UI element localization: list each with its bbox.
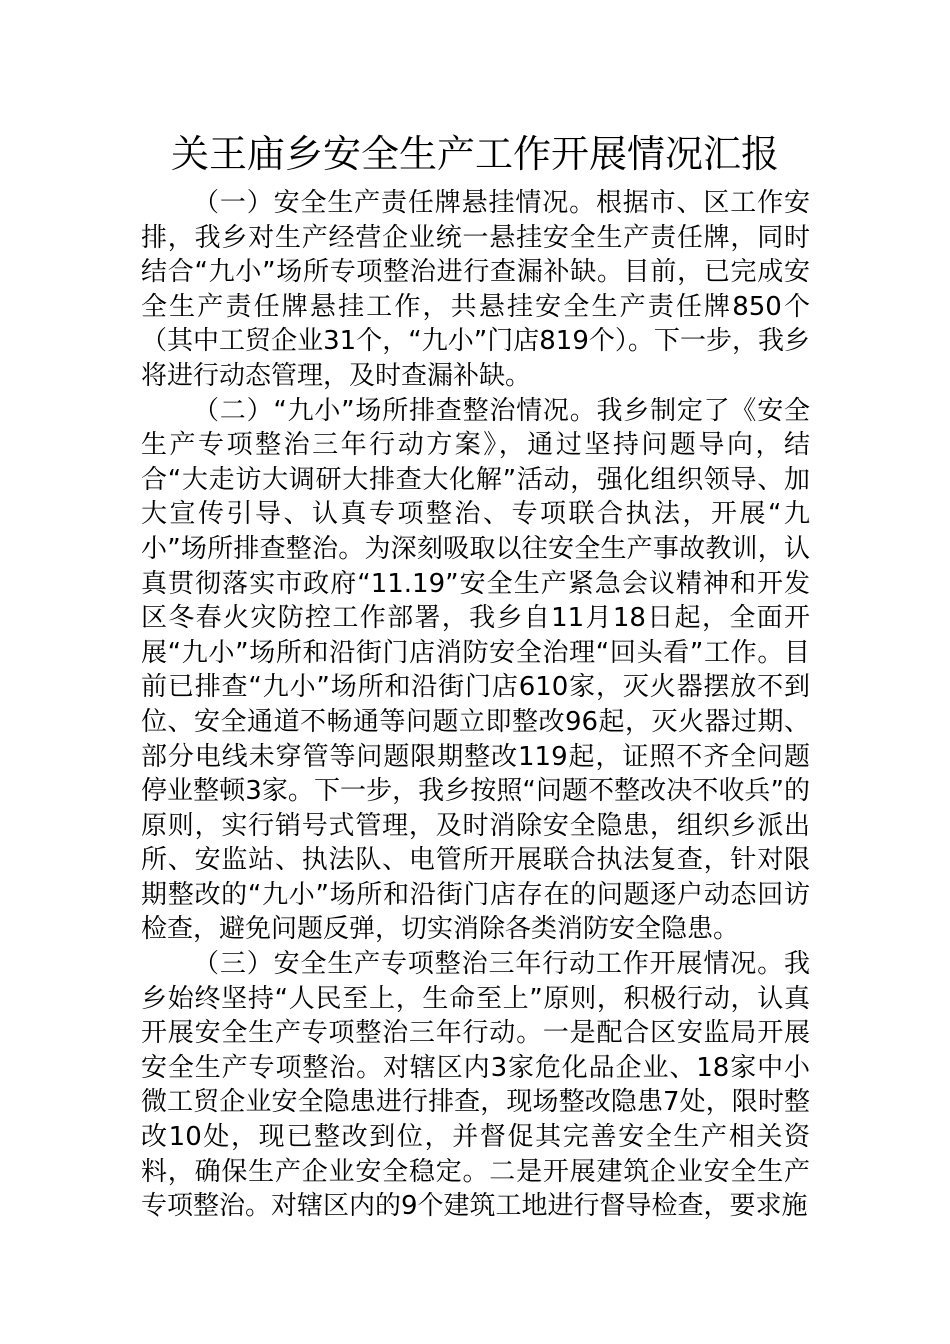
paragraph-section-2: （二）“九小”场所排查整治情况。我乡制定了《安全生产专项整治三年行动方案》，通过坚持问题导向，结合“大走访大调研大排查大化解”活动，强化组织领导、加大宣传引导、认真专项整治、专项联合执法，开展“九小”场所排查整治。为深刻吸取以往安全生产事故教训，认真贯彻落实市政府“11.19”安全生产紧急会议精神和开发区冬春火灾防控工作部署，我乡自11月18日起，全面开展“九小”场所和沿街门店消防安全治理“回头看”工作。目前已排查“九小”场所和沿街门店610家，灭火器摆放不到位、安全通道不畅通等问题立即整改96起，灭火器过期、部分电线未穿管等问题限期整改119起，证照不齐全问题停业整顿3家。下一步，我乡按照“问题不整改决不收兵”的原则，实行销号式管理，及时消除安全隐患，组织乡派出所、安监站、执法队、电管所开展联合执法复查，针对限期整改的“九小”场所和沿街门店存在的问题逐户动态回访检查，避免问题反弹，切实消除各类消防安全隐患。 [141,395,810,945]
document-body [141,186,810,1224]
document-title: 关王庙乡安全生产工作开展情况汇报 [170,132,779,176]
paragraph-section-1: （一）安全生产责任牌悬挂情况。根据市、区工作安排，我乡对生产经营企业统一悬挂安全生产责任牌，同时结合“九小”场所专项整治进行查漏补缺。目前，已完成安全生产责任牌悬挂工作，共悬挂安全生产责任牌850个（其中工贸企业31个，“九小”门店819个）。下一步，我乡将进行动态管理，及时查漏补缺。 [141,188,810,391]
paragraph-section-3: （三）安全生产专项整治三年行动工作开展情况。我乡始终坚持“人民至上，生命至上”原则，积极行动，认真开展安全生产专项整治三年行动。一是配合区安监局开展安全生产专项整治。对辖区内3家危化品企业、18家中小微工贸企业安全隐患进行排查，现场整改隐患7处，限时整改10处，现已整改到位，并督促其完善安全生产相关资料，确保生产企业安全稳定。二是开展建筑企业安全生产专项整治。对辖区内的9个建筑工地进行督导检查，要求施 [141,949,810,1222]
